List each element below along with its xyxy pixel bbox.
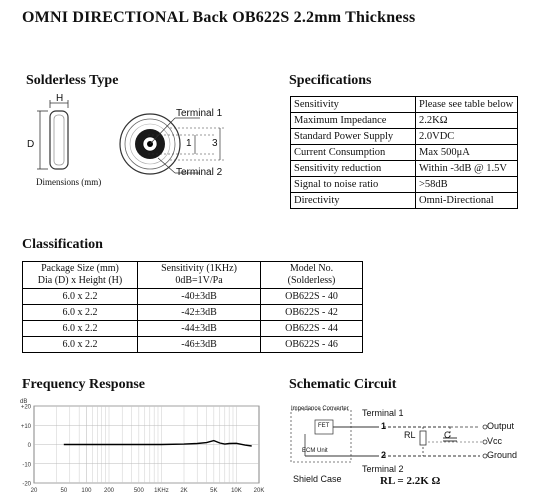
- spec-row: [291, 177, 518, 193]
- spec-name: Signal to noise ratio: [291, 177, 416, 193]
- y-axis-unit: dB: [20, 399, 28, 405]
- spec-name: Current Consumption: [291, 145, 416, 161]
- ground-label: Ground: [487, 450, 518, 460]
- package-size-cell: 6.0 x 2.2: [23, 305, 138, 321]
- spec-name: Standard Power Supply: [291, 129, 416, 145]
- terminal2-label: Terminal 2: [176, 167, 223, 178]
- y-tick-label: -10: [22, 462, 31, 469]
- spec-row: [291, 193, 518, 209]
- sensitivity-cell: -44±3dB: [138, 321, 261, 337]
- x-tick-label: 20K: [253, 488, 265, 494]
- x-tick-label: 100: [81, 488, 92, 494]
- sensitivity-cell: -42±3dB: [138, 305, 261, 321]
- classification-table: [22, 261, 363, 353]
- spec-name: Sensitivity reduction: [291, 161, 416, 177]
- spec-value: Max 500μA: [416, 145, 518, 161]
- c-label: C: [444, 430, 451, 440]
- spec-row: [291, 145, 518, 161]
- rl-value: RL = 2.2K Ω: [380, 475, 441, 487]
- impedance-converter-label: Impedance Converter: [291, 406, 349, 412]
- terminal1-label: Terminal 1: [176, 108, 223, 119]
- package-size-cell: 6.0 x 2.2: [23, 337, 138, 353]
- model-no-cell: OB622S - 44: [261, 321, 363, 337]
- dim-3-label: 3: [212, 138, 218, 149]
- classification-row: [23, 305, 363, 321]
- spec-value: Omni-Directional: [416, 193, 518, 209]
- pin1-label: 1: [381, 421, 387, 431]
- side-view-body: [50, 111, 68, 169]
- label-d: D: [27, 139, 35, 150]
- classification-row: [23, 289, 363, 305]
- sensitivity-cell: -46±3dB: [138, 337, 261, 353]
- classification-heading: Classification: [22, 237, 103, 252]
- shield-case-outline: [291, 410, 351, 462]
- sensitivity-cell: -40±3dB: [138, 289, 261, 305]
- output-label: Output: [487, 421, 515, 431]
- ecm-unit-label: ECM Unit: [302, 448, 328, 454]
- rl-resistor: [420, 431, 426, 445]
- spec-value: 2.0VDC: [416, 129, 518, 145]
- pin2-label: 2: [381, 450, 387, 460]
- package-size-cell: 6.0 x 2.2: [23, 321, 138, 337]
- y-tick-label: +20: [20, 404, 31, 411]
- spec-name: Maximum Impedance: [291, 113, 416, 129]
- model-no-cell: OB622S - 42: [261, 305, 363, 321]
- spec-name: Sensitivity: [291, 97, 416, 113]
- x-tick-label: 50: [60, 488, 68, 494]
- schematic-terminal1-label: Terminal 1: [362, 408, 404, 418]
- schematic-heading: Schematic Circuit: [289, 377, 397, 392]
- classification-row: [23, 337, 363, 353]
- spec-value: Please see table below: [416, 97, 518, 113]
- solderless-heading: Solderless Type: [26, 73, 119, 88]
- dimensions-caption: Dimensions (mm): [36, 177, 102, 187]
- spec-value: 2.2KΩ: [416, 113, 518, 129]
- shield-case-label: Shield Case: [293, 474, 342, 484]
- specifications-table: [290, 96, 518, 209]
- frequency-response-chart: [14, 395, 276, 499]
- spec-value: Within -3dB @ 1.5V: [416, 161, 518, 177]
- spec-row: [291, 113, 518, 129]
- package-size-cell: 6.0 x 2.2: [23, 289, 138, 305]
- col-sensitivity: Sensitivity (1KHz) 0dB=1V/Pa: [138, 262, 261, 289]
- vcc-label: Vcc: [487, 436, 503, 446]
- spec-row: [291, 97, 518, 113]
- x-tick-label: 200: [103, 488, 115, 494]
- spec-name: Directivity: [291, 193, 416, 209]
- x-tick-label: 2K: [180, 488, 188, 494]
- spec-value: >58dB: [416, 177, 518, 193]
- y-tick-label: 0: [27, 443, 31, 449]
- spec-row: [291, 129, 518, 145]
- x-tick-label: 10K: [231, 488, 242, 494]
- model-no-cell: OB622S - 46: [261, 337, 363, 353]
- rl-label: RL: [404, 430, 416, 440]
- y-tick-label: +10: [20, 423, 31, 430]
- x-tick-label: 500: [133, 488, 144, 494]
- fet-label: FET: [318, 423, 330, 429]
- frequency-heading: Frequency Response: [22, 377, 146, 392]
- x-tick-label: 20: [30, 488, 38, 494]
- dim-1-label: 1: [186, 138, 192, 149]
- col-package-size: Package Size (mm) Dia (D) x Height (H): [23, 262, 138, 289]
- x-tick-label: 5K: [210, 488, 218, 494]
- col-model-no: Model No. (Solderless): [261, 262, 363, 289]
- y-tick-label: -20: [22, 481, 31, 488]
- specifications-heading: Specifications: [289, 73, 372, 88]
- model-no-cell: OB622S - 40: [261, 289, 363, 305]
- page-title: OMNI DIRECTIONAL Back OB622S 2.2mm Thickness: [22, 9, 416, 26]
- x-tick-label: 1KHz: [154, 488, 169, 494]
- classification-row: [23, 321, 363, 337]
- schematic-terminal2-label: Terminal 2: [362, 464, 404, 474]
- label-h: H: [56, 93, 64, 104]
- spec-row: [291, 161, 518, 177]
